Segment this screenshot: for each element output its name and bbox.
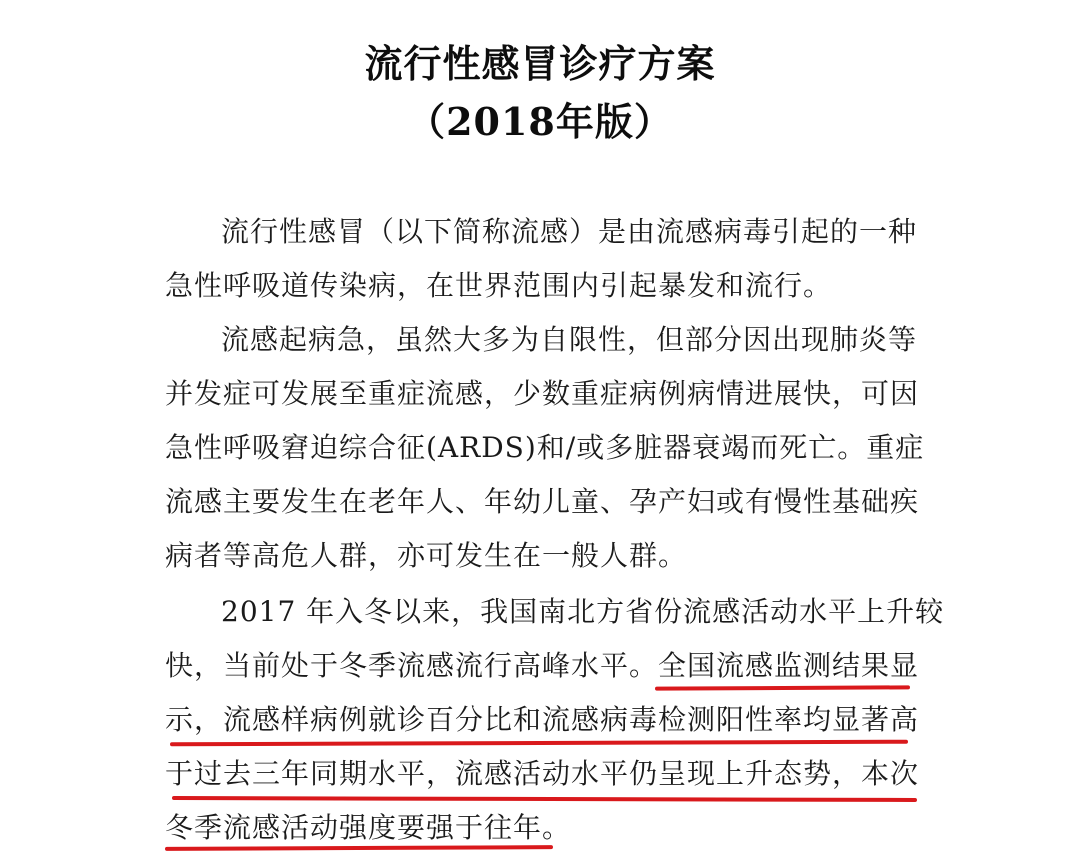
paragraph-line: 冬季流感活动强度要强于往年。 [165, 811, 572, 844]
paragraph-line: 急性呼吸窘迫综合征(ARDS)和/或多脏器衰竭而死亡。重症 [165, 431, 925, 464]
paragraph-line: 流行性感冒（以下简称流感）是由流感病毒引起的一种 [221, 215, 918, 248]
paragraph-line: 示，流感样病例就诊百分比和流感病毒检测阳性率均显著高 [165, 703, 920, 736]
paragraph-1 [165, 205, 925, 313]
paragraph-line: 于过去三年同期水平，流感活动水平仍呈现上升态势，本次 [165, 757, 920, 790]
paragraph-2 [165, 313, 925, 583]
paragraph-line: 并发症可发展至重症流感，少数重症病例病情进展快，可因 [165, 377, 920, 410]
paragraph-line: 2017 年入冬以来，我国南北方省份流感活动水平上升较 [221, 595, 945, 628]
document-title: 流行性感冒诊疗方案 [364, 41, 716, 86]
paragraph-line: 急性呼吸道传染病，在世界范围内引起暴发和流行。 [165, 269, 833, 302]
paragraph-3 [165, 585, 945, 855]
document-subtitle: （2018年版） [407, 99, 673, 144]
paragraph-line: 快，当前处于冬季流感流行高峰水平。全国流感监测结果显 [165, 649, 920, 682]
paragraph-line: 流感主要发生在老年人、年幼儿童、孕产妇或有慢性基础疾 [165, 485, 920, 518]
paragraph-line: 流感起病急，虽然大多为自限性，但部分因出现肺炎等 [221, 323, 918, 356]
paragraph-line: 病者等高危人群，亦可发生在一般人群。 [165, 539, 688, 572]
